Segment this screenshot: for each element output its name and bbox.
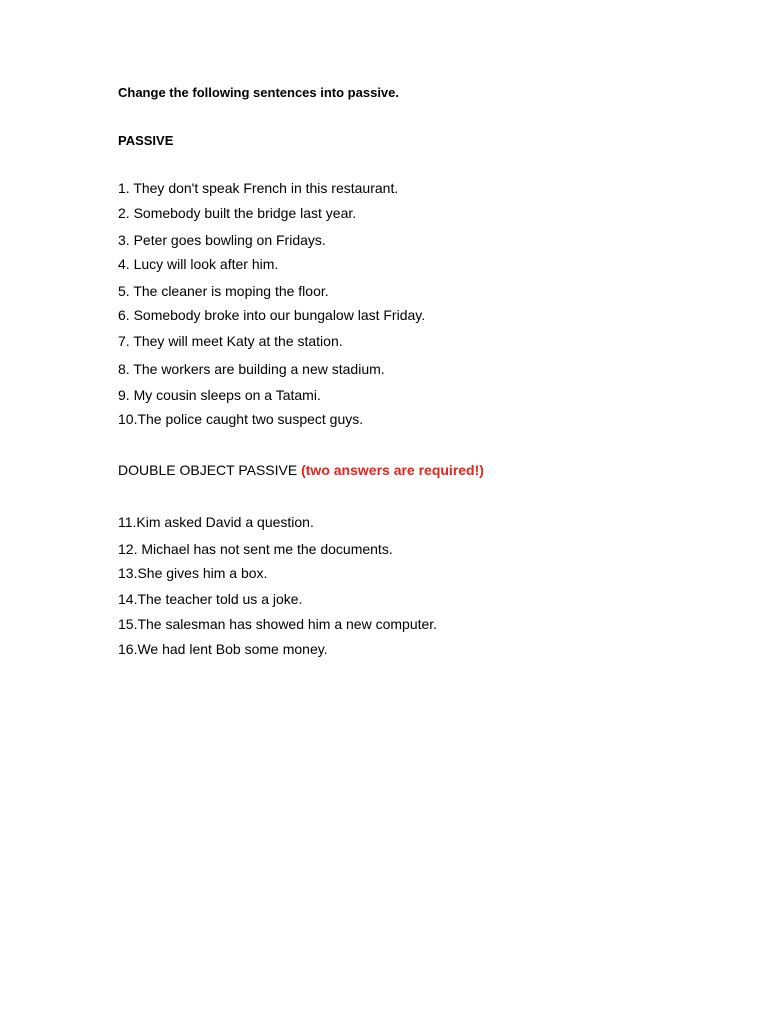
- passive-item-2: 2. Somebody built the bridge last year.: [118, 205, 357, 221]
- passive-item-9: 9. My cousin sleeps on a Tatami.: [118, 387, 321, 403]
- double-object-section-title: [118, 462, 484, 478]
- passive-item-3: 3. Peter goes bowling on Fridays.: [118, 232, 326, 248]
- passive-item-8: 8. The workers are building a new stadium.: [118, 361, 385, 377]
- double-object-item-15: 15.The salesman has showed him a new computer.: [118, 616, 438, 632]
- passive-item-7: 7. They will meet Katy at the station.: [118, 333, 343, 349]
- passive-section-title: PASSIVE: [118, 133, 174, 148]
- double-object-title-text: DOUBLE OBJECT PASSIVE: [118, 462, 298, 478]
- passive-item-5: 5. The cleaner is moping the floor.: [118, 283, 329, 299]
- passive-item-4: 4. Lucy will look after him.: [118, 256, 279, 272]
- passive-item-6: 6. Somebody broke into our bungalow last Friday.: [118, 307, 426, 323]
- double-object-item-11: 11.Kim asked David a question.: [118, 514, 314, 530]
- passive-item-1: 1. They don't speak French in this restaurant.: [118, 180, 399, 196]
- instruction-heading: Change the following sentences into passive.: [118, 85, 399, 100]
- passive-item-10: 10.The police caught two suspect guys.: [118, 411, 364, 427]
- double-object-note: (two answers are required!): [301, 462, 484, 478]
- double-object-item-16: 16.We had lent Bob some money.: [118, 641, 328, 657]
- double-object-item-14: 14.The teacher told us a joke.: [118, 591, 303, 607]
- double-object-item-12: 12. Michael has not sent me the documents.: [118, 541, 393, 557]
- double-object-item-13: 13.She gives him a box.: [118, 565, 268, 581]
